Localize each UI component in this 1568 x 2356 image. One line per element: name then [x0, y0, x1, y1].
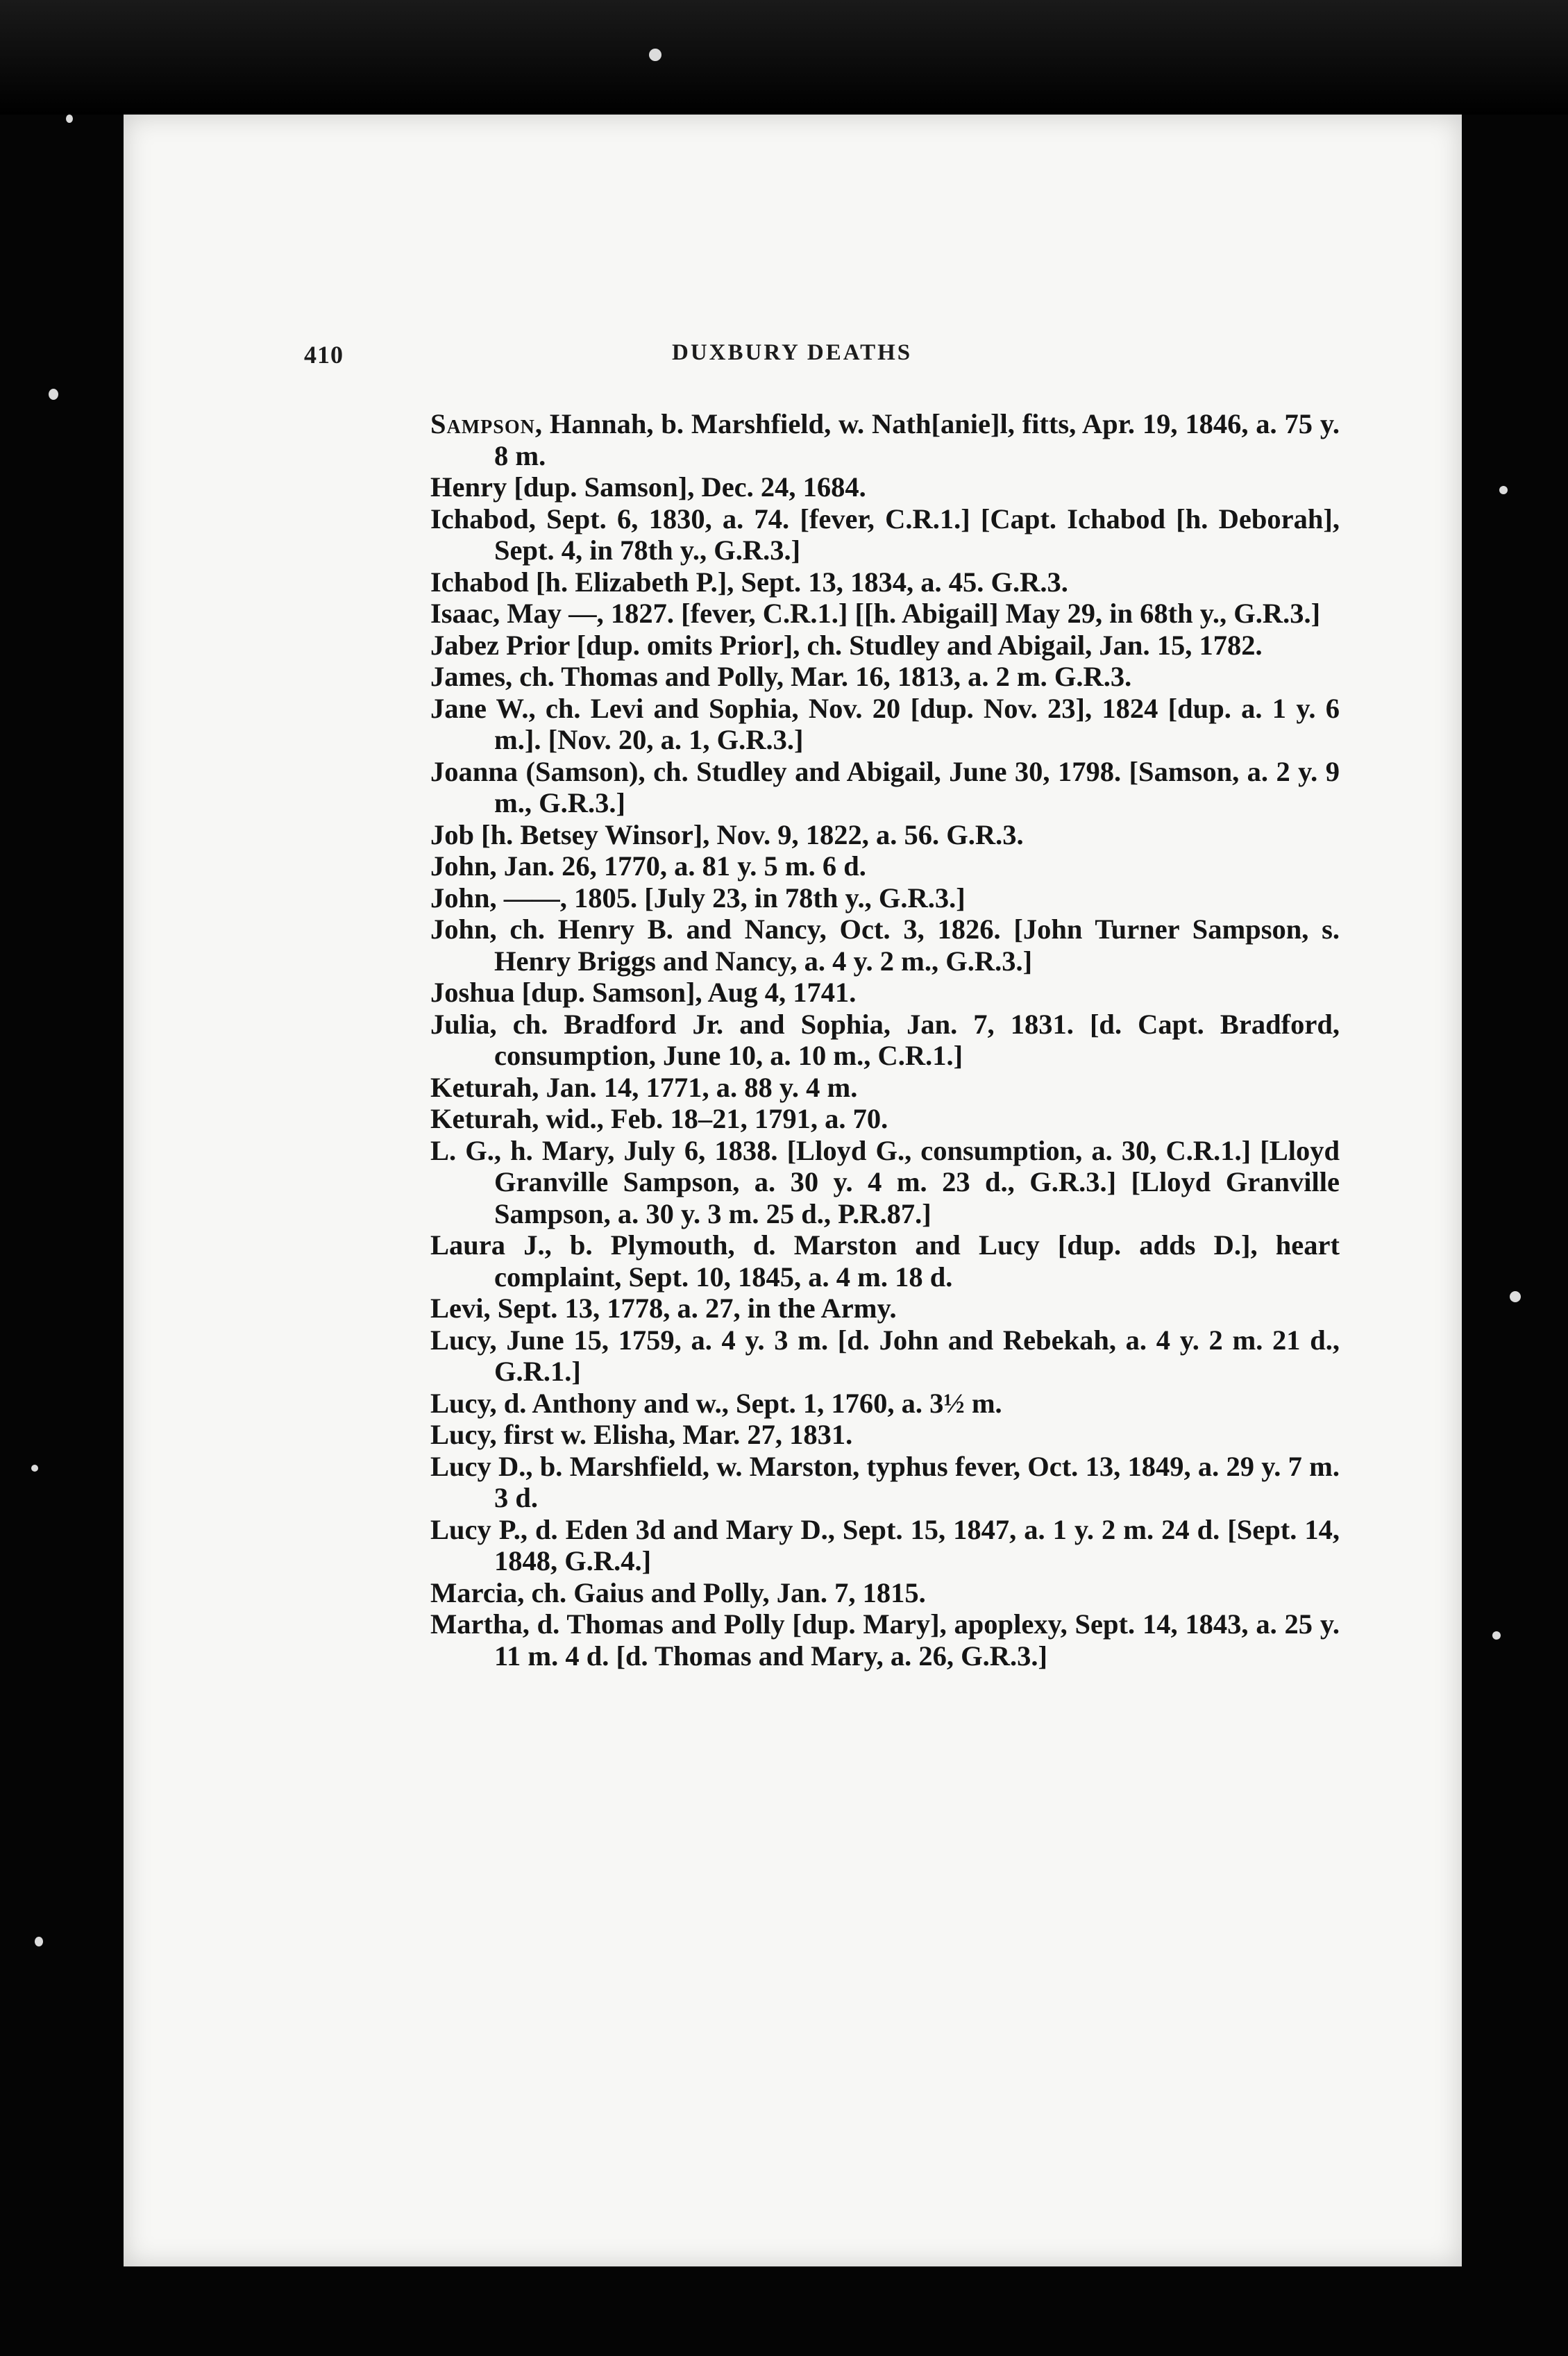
- record-entry: Jane W., ch. Levi and Sophia, Nov. 20 [dup. Nov. 23], 1824 [dup. a. 1 y. 6 m.]. [Nov. 20, a. 1, G.R.3.]: [430, 692, 1340, 755]
- film-speck: [49, 389, 58, 400]
- film-speck: [1499, 486, 1508, 494]
- record-entry: L. G., h. Mary, July 6, 1838. [Lloyd G., consumption, a. 30, C.R.1.] [Lloyd Granville Sampson, a. 30 y. 4 m. 23 d., G.R.3.] [Lloyd Granville Sampson, a. 30 y. 3 m. 25 d., P.R.87.]: [430, 1134, 1340, 1229]
- death-records-list: [430, 408, 1340, 1672]
- record-entry: John, ch. Henry B. and Nancy, Oct. 3, 1826. [John Turner Sampson, s. Henry Briggs and Nancy, a. 4 y. 2 m., G.R.3.]: [430, 914, 1340, 977]
- record-entry: Joanna (Samson), ch. Studley and Abigail, June 30, 1798. [Samson, a. 2 y. 9 m., G.R.3.]: [430, 755, 1340, 818]
- film-speck: [35, 1937, 43, 1946]
- record-entry: Levi, Sept. 13, 1778, a. 27, in the Army.: [430, 1293, 897, 1324]
- record-entry: Marcia, ch. Gaius and Polly, Jan. 7, 1815.: [430, 1576, 926, 1608]
- record-entry: Job [h. Betsey Winsor], Nov. 9, 1822, a. 56. G.R.3.: [430, 818, 1024, 850]
- record-entry: Ichabod, Sept. 6, 1830, a. 74. [fever, C.R.1.] [Capt. Ichabod [h. Deborah], Sept. 4, in 78th y., G.R.3.]: [430, 503, 1340, 566]
- record-entry: Keturah, wid., Feb. 18–21, 1791, a. 70.: [430, 1103, 888, 1134]
- record-entry: Lucy, first w. Elisha, Mar. 27, 1831.: [430, 1419, 853, 1450]
- record-entry: Keturah, Jan. 14, 1771, a. 88 y. 4 m.: [430, 1071, 858, 1103]
- record-entry: Sampson, Hannah, b. Marshfield, w. Nath[anie]l, fitts, Apr. 19, 1846, a. 75 y. 8 m.: [430, 408, 1340, 471]
- film-edge: [0, 0, 1568, 115]
- page-number: 410: [304, 341, 344, 369]
- record-entry: John, ——, 1805. [July 23, in 78th y., G.R.3.]: [430, 882, 966, 914]
- film-speck: [66, 115, 73, 123]
- running-title: DUXBURY DEATHS: [672, 340, 913, 365]
- page-header: [304, 340, 1331, 382]
- record-entry: Jabez Prior [dup. omits Prior], ch. Studley and Abigail, Jan. 15, 1782.: [430, 629, 1263, 661]
- record-entry: John, Jan. 26, 1770, a. 81 y. 5 m. 6 d.: [430, 850, 866, 882]
- record-entry: Martha, d. Thomas and Polly [dup. Mary], apoplexy, Sept. 14, 1843, a. 25 y. 11 m. 4 d. [d. Thomas and Mary, a. 26, G.R.3.]: [430, 1608, 1340, 1672]
- record-entry: Lucy, June 15, 1759, a. 4 y. 3 m. [d. John and Rebekah, a. 4 y. 2 m. 21 d., G.R.1.]: [430, 1324, 1340, 1387]
- film-speck: [1510, 1291, 1521, 1302]
- record-entry: Lucy P., d. Eden 3d and Mary D., Sept. 15, 1847, a. 1 y. 2 m. 24 d. [Sept. 14, 1848, G.R.4.]: [430, 1513, 1340, 1576]
- record-entry: Ichabod [h. Elizabeth P.], Sept. 13, 1834, a. 45. G.R.3.: [430, 566, 1068, 598]
- record-entry: Joshua [dup. Samson], Aug 4, 1741.: [430, 977, 857, 1008]
- record-entry: Laura J., b. Plymouth, d. Marston and Lucy [dup. adds D.], heart complaint, Sept. 10, 1845, a. 4 m. 18 d.: [430, 1229, 1340, 1293]
- surname-heading: Sampson: [430, 408, 535, 439]
- record-entry: James, ch. Thomas and Polly, Mar. 16, 1813, a. 2 m. G.R.3.: [430, 661, 1132, 692]
- record-entry: Henry [dup. Samson], Dec. 24, 1684.: [430, 471, 866, 503]
- record-entry: Lucy D., b. Marshfield, w. Marston, typhus fever, Oct. 13, 1849, a. 29 y. 7 m. 3 d.: [430, 1450, 1340, 1513]
- film-speck: [649, 49, 661, 61]
- film-speck: [31, 1465, 38, 1472]
- record-entry: Isaac, May —, 1827. [fever, C.R.1.] [[h. Abigail] May 29, in 68th y., G.R.3.]: [430, 598, 1321, 629]
- record-entry: Julia, ch. Bradford Jr. and Sophia, Jan. 7, 1831. [d. Capt. Bradford, consumption, June 10, a. 10 m., C.R.1.]: [430, 1008, 1340, 1071]
- film-speck: [1492, 1631, 1501, 1640]
- record-entry: Lucy, d. Anthony and w., Sept. 1, 1760, a. 3½ m.: [430, 1387, 1002, 1419]
